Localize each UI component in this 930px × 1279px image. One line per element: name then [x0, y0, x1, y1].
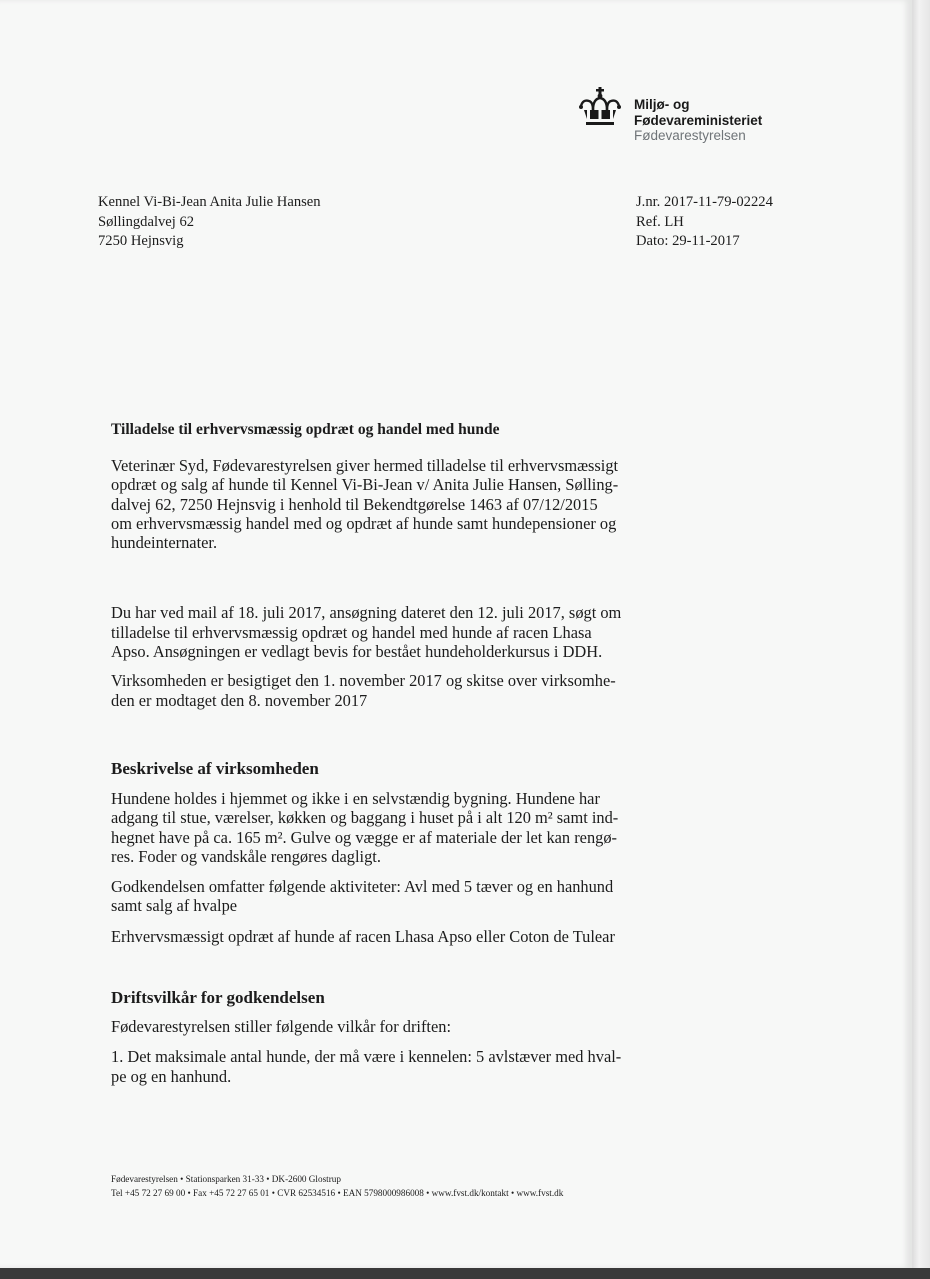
text-line: hundeinternater.: [111, 533, 218, 553]
recipient-address: [98, 193, 321, 252]
text-line: opdræt og salg af hunde til Kennel Vi-Bi-Jean v/ Anita Julie Hansen, Sølling-: [111, 475, 619, 495]
text-line: Fødevarestyrelsen stiller følgende vilkår for driften:: [111, 1017, 451, 1037]
letter-footer: [111, 1173, 563, 1200]
ministry-logo: [577, 86, 797, 150]
conditions-intro: [111, 1017, 671, 1036]
text-line: den er modtaget den 8. november 2017: [111, 690, 368, 710]
logo-line-1: Miljø- og: [634, 97, 690, 112]
ministry-name: [634, 97, 762, 144]
intro-paragraph: [111, 456, 671, 552]
text-line: Godkendelsen omfatter følgende aktiviteter: Avl med 5 tæver og en hanhund: [111, 877, 614, 897]
text-line: Veterinær Syd, Fødevarestyrelsen giver hermed tilladelse til erhvervsmæssigt: [111, 456, 619, 475]
reference-block: [636, 193, 773, 252]
section-heading-conditions: Driftsvilkår for godkendelsen: [111, 988, 325, 1008]
logo-line-3: Fødevarestyrelsen: [634, 128, 746, 143]
text-line: Du har ved mail af 18. juli 2017, ansøgning dateret den 12. juli 2017, søgt om: [111, 603, 622, 623]
letter-body: [111, 420, 671, 1086]
text-line: samt salg af hvalpe: [111, 896, 238, 916]
text-line: 1. Det maksimale antal hunde, der må være i kennelen: 5 avlstæver med hval-: [111, 1047, 622, 1067]
text-line: Hundene holdes i hjemmet og ikke i en selvstændig bygning. Hundene har: [111, 788, 600, 808]
text-line: pe og en hanhund.: [111, 1066, 232, 1086]
text-line: Virksomheden er besigtiget den 1. november 2017 og skitse over virksomhe-: [111, 671, 616, 691]
section-heading-description: Beskrivelse af virksomheden: [111, 758, 319, 778]
recipient-city: 7250 Hejnsvig: [98, 233, 184, 249]
condition-1: [111, 1047, 671, 1086]
text-line: res. Foder og vandskåle rengøres dagligt.: [111, 846, 381, 866]
text-line: om erhvervsmæssig handel med og opdræt af hunde samt hundepensioner og: [111, 513, 617, 533]
letter-title: Tilladelse til erhvervsmæssig opdræt og handel med hunde: [111, 421, 500, 438]
text-line: Apso. Ansøgningen er vedlagt bevis for bestået hundeholderkursus i DDH.: [111, 642, 603, 662]
scan-edge-bottom: [0, 1268, 930, 1279]
case-number: J.nr. 2017-11-79-02224: [636, 194, 773, 210]
recipient-street: Søllingdalvej 62: [98, 213, 195, 230]
approval-paragraph: [111, 877, 671, 916]
text-line: Erhvervsmæssigt opdræt af hunde af racen Lhasa Apso eller Coton de Tulear: [111, 926, 615, 946]
text-line: dalvej 62, 7250 Hejnsvig i henhold til Bekendtgørelse 1463 af 07/12/2015: [111, 494, 598, 514]
footer-address: Fødevarestyrelsen • Stationsparken 31-33 • DK-2600 Glostrup: [111, 1174, 341, 1184]
text-line: hegnet have på ca. 165 m². Gulve og vægge er af materiale der let kan rengø-: [111, 827, 617, 847]
breeding-paragraph: [111, 927, 671, 946]
reference-initials: Ref. LH: [636, 213, 684, 230]
crown-icon: [577, 86, 623, 132]
inspection-paragraph: [111, 671, 671, 710]
letter-date: Dato: 29-11-2017: [636, 233, 740, 249]
footer-contact: Tel +45 72 27 69 00 • Fax +45 72 27 65 01 • CVR 62534516 • EAN 5798000986008 • www.fvst.dk/kontakt • www.fvst.dk: [111, 1187, 564, 1198]
logo-line-2: Fødevareministeriet: [634, 112, 763, 128]
scan-edge-right: [912, 0, 930, 1279]
text-line: adgang til stue, værelser, køkken og baggang i huset på i alt 120 m² samt ind-: [111, 808, 619, 828]
text-line: tilladelse til erhvervsmæssig opdræt og handel med hunde af racen Lhasa: [111, 622, 592, 642]
recipient-name: Kennel Vi-Bi-Jean Anita Julie Hansen: [98, 194, 321, 210]
description-paragraph: [111, 789, 671, 866]
application-paragraph: [111, 603, 671, 661]
